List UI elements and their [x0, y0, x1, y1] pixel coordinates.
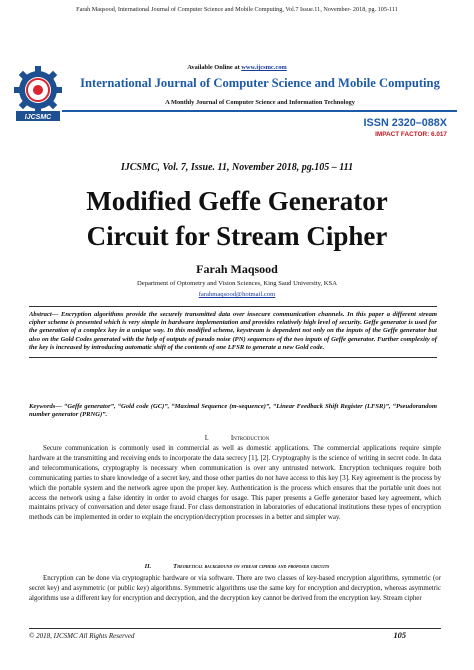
paper-title: [0, 184, 474, 254]
section-2-text: Encryption can be done via cryptographic hardware or via software. There are two classes of key-based encryption algorithms, symmetric (or secret key) and asymmetric (or public key) algorithms. Symmetric algorithms use the same key for encryption and decryption, whereas asymmetric algorithms use a different key for encryption and decryption, and the decryption key cannot be derived from the encryption key. Stream cipher: [29, 575, 441, 602]
available-online-label: Available Online at: [187, 64, 242, 71]
header-rule: [62, 110, 457, 112]
paper-title-line-2: Circuit for Stream Cipher: [86, 221, 388, 251]
journal-logo: [14, 64, 62, 124]
abstract-text: Abstract— Encryption algorithms provide the securely transmitted data over insecure communication channels. In this paper a different stream cipher scheme is presented which is very simple in hardware implementation and provides relatively high level of security. Geffe generator is used for the generation of a complex key in a unique way. In this modified scheme, keystream is dependent not only on the inputs of the Geffe generator but also on the Gold Codes generated with the help of outputs of pseudo noise (PN) sequences of the two inputs of Geffe generator. Further complexity of the key is increased by introducing automatic shift of the contents of one LFSR to generate a new Gold code.: [29, 311, 437, 351]
issn-label: ISSN 2320–088X: [363, 117, 447, 129]
section-1-number: I.: [204, 434, 209, 442]
footer-copyright: © 2018, IJCSMC All Rights Reserved: [29, 632, 135, 640]
section-2-number: II.: [144, 563, 152, 570]
journal-subtitle: A Monthly Journal of Computer Science and Information Technology: [165, 99, 355, 106]
citation-line: IJCSMC, Vol. 7, Issue. 11, November 2018, pg.105 – 111: [120, 162, 354, 173]
running-head: Farah Maqsood, International Journal of Computer Science and Mobile Computing, Vol.7 Issue.11, November- 2018, pg. 105-111: [76, 6, 398, 13]
journal-title: International Journal of Computer Science and Mobile Computing: [80, 76, 440, 90]
gear-logo-icon: [14, 66, 62, 114]
footer-rule: [29, 628, 441, 629]
section-1-heading: [0, 434, 474, 442]
paper-title-line-1: Modified Geffe Generator: [86, 186, 388, 216]
impact-factor-label: IMPACT FACTOR: 6.017: [375, 131, 447, 138]
page-number: 105: [393, 631, 406, 640]
logo-text: IJCSMC: [24, 114, 52, 121]
author-affiliation: Department of Optometry and Vision Sciences, King Saud University, KSA: [137, 280, 337, 287]
keywords-text: Keywords— “Geffe generator”, “Gold code (GC)”, “Maximal Sequence (m-sequence)”, “Linear Feedback Shift Register (LFSR)”, “Pseudorandom number generator (PRNG)”.: [29, 403, 437, 419]
section-2-paragraph: [29, 574, 441, 604]
section-1-title: Introduction: [230, 434, 270, 442]
section-2-heading: [0, 563, 474, 570]
available-online: [0, 64, 474, 71]
journal-url-link[interactable]: www.ijcsmc.com: [241, 64, 287, 71]
author-name: Farah Maqsood: [196, 262, 278, 276]
section-2-title: Theoretical background on stream ciphers and proposed circuits: [173, 563, 330, 570]
section-1-paragraph: [29, 444, 441, 523]
author-email-link[interactable]: farahmaqsood@hotmail.com: [198, 291, 276, 298]
section-1-text: Secure communication is commonly used in commercial as well as domestic applications. The commercial applications require simple hardware at the transmitting and receiving ends to incorporate the data secrecy [1], [2]. Cryptography is the science of writing in secret code. In data and telecommunications, cryptography is necessary when communication is over any untrusted network. Encryption techniques require both communicating parties to share knowledge of a secret key, and those other parties do not have access to this key [3]. Key agreement is the process by which the portable system and the network agree upon the proper key. Authentication is the process which ensures that the portable unit does not access the network using a false identity in order to avoid charges for usage. This paper presents a Geffe generator based key agreement, which maintains privacy of conversation and deter usage fraud. For class demonstration in laboratories of educational institutions these types of encryption methods can be implemented in order to explain the encryption/decryption processes in a better and simpler way.: [29, 445, 441, 522]
abstract-box: [29, 306, 437, 358]
